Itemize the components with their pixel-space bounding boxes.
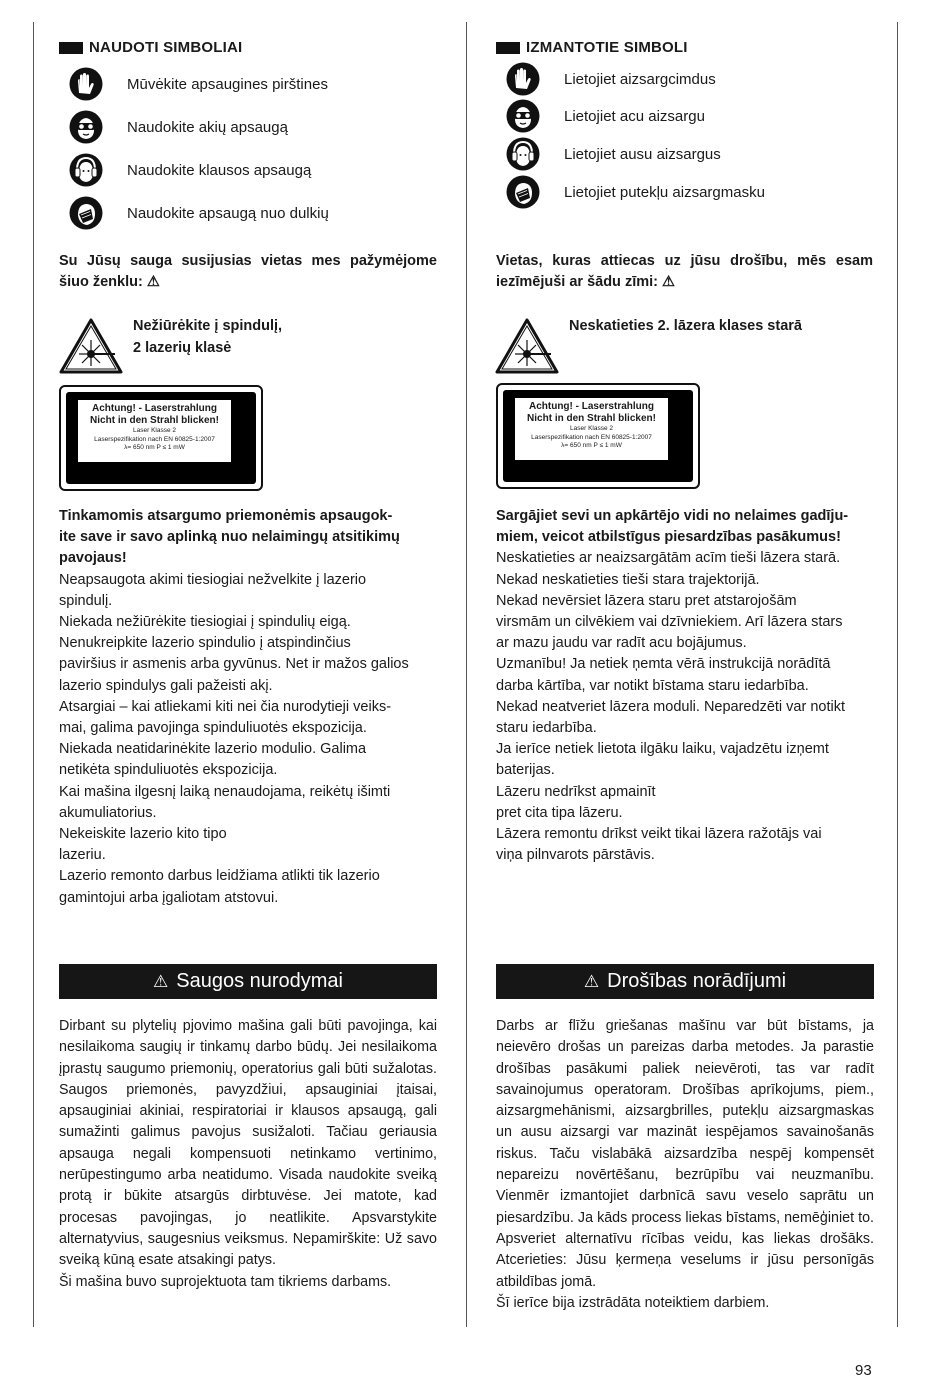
label-line5: λ= 650 nm P ≤ 1 mW [561,442,622,449]
label-line3: Laser Klasse 2 [133,427,176,434]
label-line4: Laserspezifikation nach EN 60825-1:2007 [531,433,652,441]
laser-hazard-icon [59,318,123,374]
lt-warning-line: gamintojui arba įgaliotam atstovui. [59,889,279,906]
lt-symbol-gloves [69,67,328,101]
lt-warning-line: lazerio spindulys gali pažeisti akį. [59,677,273,694]
label-line2: Nicht in den Strahl blicken! [527,413,656,424]
lt-warning-bold-line: pavojaus! [59,550,127,567]
lt-symbol-goggles [69,110,288,144]
lt-warning-line: Niekada nežiūrėkite tiesiogiai į spindulių eigą. [59,614,351,631]
lv-laser-label-sticker [496,383,700,489]
warning-triangle-icon: ⚠ [583,971,600,991]
lv-symbol-ear-text: Lietojiet ausu aizsargus [564,145,721,163]
gloves-icon [69,67,103,101]
lv-laser-warning [495,318,802,374]
lv-safety-last-line: Šī ierīce bija izstrādāta noteiktiem darbiem. [496,1294,770,1311]
lv-laser-line1: Neskatieties 2. lāzera klases starā [569,318,802,334]
lt-symbol-goggles-text: Naudokite akių apsaugą [127,118,288,136]
lv-symbols-heading [496,39,688,56]
lv-intro-line1: Vietas, kuras attiecas uz jūsu drošību, mēs esam [496,253,873,269]
center-divider-rule [466,22,467,1327]
lt-laser-label-sticker [59,385,263,491]
label-line4: Laserspezifikation nach EN 60825-1:2007 [94,435,215,443]
goggles-icon [506,99,540,133]
lv-warning-line: virsmām un cilvēkiem vai dzīvniekiem. Arī lāzera stars [496,614,843,631]
dust-mask-icon [506,175,540,209]
lv-warning-line: viņa pilnvarots pārstāvis. [496,847,655,864]
ear-protection-icon [69,153,103,187]
left-margin-rule [33,22,34,1327]
lv-symbol-dust [506,175,765,209]
lv-safety-paragraph [496,1016,874,1314]
lv-warning-line: Nekad neskatieties tieši stara trajektorijā. [496,571,760,588]
label-line5: λ= 650 nm P ≤ 1 mW [124,444,185,451]
lt-warning-line: spindulį. [59,592,113,609]
lt-warning-line: Atsargiai – kai atliekami kiti nei čia nurodytieji veiks- [59,698,392,715]
lv-warning-line: Lāzera remontu drīkst veikt tikai lāzera ražotājs vai [496,826,822,843]
lv-laser-instructions [496,506,874,866]
lv-safety-banner [496,964,874,999]
lt-heading-text: NAUDOTI SIMBOLIAI [89,39,243,56]
lt-laser-instructions [59,506,437,909]
lt-safety-paragraph [59,1016,437,1293]
lv-heading-text: IZMANTOTIE SIMBOLI [526,39,688,56]
label-line1: Achtung! - Laserstrahlung [91,403,217,414]
lt-warning-bold-line: Tinkamomis atsargumo priemonėmis apsaugok- [59,508,393,524]
lv-symbol-goggles [506,99,705,133]
lt-warning-line: akumuliatorius. [59,804,157,821]
dust-mask-icon [69,196,103,230]
label-line2: Nicht in den Strahl blicken! [90,415,219,426]
lt-warning-line: Niekada neatidarinėkite lazerio modulio. Galima [59,741,367,758]
lt-symbol-ear-text: Naudokite klausos apsaugą [127,161,312,179]
lv-warning-line: Uzmanību! Ja netiek ņemta vērā instrukcijā norādītā [496,656,831,673]
lt-symbol-gloves-text: Mūvėkite apsaugines pirštines [127,75,328,93]
lv-warning-line: Neskatieties ar neaizsargātām acīm tieši lāzera starā. [496,550,841,567]
lt-warning-line: Nenukreipkite lazerio spindulio į atspindinčius [59,635,351,652]
lv-warning-line: baterijas. [496,762,555,779]
lt-symbols-heading [59,39,242,56]
lt-warning-line: netikėta spinduliuotės ekspozicija. [59,762,278,779]
lt-warning-line: Kai mašina ilgesnį laiką nenaudojama, reikėtų išimti [59,783,391,800]
lv-warning-line: staru iedarbība. [496,720,597,737]
lt-symbol-ear [69,153,311,187]
lv-warning-line: Lāzeru nedrīkst apmainīt [496,783,656,800]
label-white-panel [515,398,668,460]
label-line3: Laser Klasse 2 [570,425,613,432]
label-white-panel [78,400,231,462]
heading-square-marker [59,42,83,54]
label-line1: Achtung! - Laserstrahlung [528,401,654,412]
right-margin-rule [897,22,898,1327]
lt-safety-banner [59,964,437,999]
lt-warning-line: paviršius ir asmenis arba gyvūnus. Net ir mažos galios [59,656,409,673]
lt-intro-line1: Su Jūsų sauga susijusias vietas mes pažymėjome [59,253,437,269]
lt-safety-last-line: Ši mašina buvo suprojektuota tam tikriems darbams. [59,1273,392,1290]
lv-warning-line: darba kārtība, var notikt bīstama staru iedarbība. [496,677,809,694]
lv-symbol-ear [506,137,721,171]
lt-warning-line: Neapsaugota akimi tiesiogiai nežvelkite į lazerio [59,571,367,588]
lt-warning-line: mai, galima pavojinga spinduliuotės ekspozicija. [59,720,367,737]
lt-symbol-dust [69,196,329,230]
lv-warning-line: pret cita tipa lāzeru. [496,804,623,821]
lv-warning-line: Ja ierīce netiek lietota ilgāku laiku, vajadzētu izņemt [496,741,829,758]
laser-hazard-icon [495,318,559,374]
lv-symbol-gloves-text: Lietojiet aizsargcimdus [564,70,716,88]
lv-warning-bold-line: miem, veicot atbilstīgus piesardzības pasākumus! [496,529,841,546]
lv-symbol-goggles-text: Lietojiet acu aizsargu [564,107,705,125]
lt-banner-title: Saugos nurodymai [176,970,344,992]
page-number: 93 [855,1362,872,1379]
lt-warning-line: lazeriu. [59,847,106,864]
lt-laser-text [133,315,282,374]
lv-banner-title: Drošības norādījumi [607,970,787,992]
lt-symbol-dust-text: Naudokite apsaugą nuo dulkių [127,204,329,222]
heading-square-marker [496,42,520,54]
lv-warning-line: Nekad neatveriet lāzera moduli. Neparedzēti var notikt [496,698,845,715]
goggles-icon [69,110,103,144]
lt-intro-line2: šiuo ženklu: ⚠ [59,274,160,290]
gloves-icon [506,62,540,96]
warning-triangle-icon: ⚠ [152,971,169,991]
lv-warning-line: Nekad nevērsiet lāzera staru pret atstarojošām [496,592,797,609]
lt-warning-line: Nekeiskite lazerio kito tipo [59,826,227,843]
lt-warning-line: Lazerio remonto darbus leidžiama atlikti tik lazerio [59,868,380,885]
lv-laser-text [569,315,802,374]
lt-laser-line2: 2 lazerių klasė [133,340,232,356]
lt-safety-text: Dirbant su plytelių pjovimo mašina gali būti pavojinga, kai nesilaikoma saugių ir tinkamų darbo būdų. Jei nesilaikoma įprastų saugumo priemonių, operatorius gali būti sužalotas. Saugos priemonės, pavyzdžiui, apsauginiai įtaisai, apsauginiai akiniai, respiratoriai ir klausos apsaugą, gali sumažinti galimus pavojus susižaloti. Tačiau geriausia apsauga negali kompensuoti netinkamo vertinimo, nerūpestingumo arba neatidumo. Visada naudokite sveiką protą ir būkite atsargūs dirbtuvėse. Jei matote, kad procesas pavojingas, jo neatlikite. Apsvarstykite alternatyvius, saugesnius veiksmus. Nepamirškite: Už savo sveiką kūną esate atsakingi patys. [59,1018,437,1269]
lv-symbol-gloves [506,62,716,96]
lt-warning-bold-line: ite save ir savo aplinką nuo nelaimingų atsitikimų [59,529,400,546]
lv-safety-text: Darbs ar flīžu griešanas mašīnu var būt bīstams, ja neievēro drošas un pareizas darba metodes. Ja parastie drošības pasākumi paliek neievēroti, tas var radīt savainojumus operatoram. Drošības aprīkojums, piem., aizsargmehānismi, aizsargbrilles, putekļu aizsargmaskas un ausu aizsargi var mazināt iespējamos savainošanās riskus. Taču vislabākā aizsardzība nespēj kompensēt nepareizu novērtēšanu, bezrūpību vai neuzmanību. Vienmēr izmantojiet darbnīcā savu veselo saprātu un piesardzību. Ja kāds process liekas bīstams, nemēģiniet to. Apsveriet alternatīvu rīcības veidu, kas liekas drošāks. Atcerieties: Jūsu ķermeņa veselums ir jūsu personīgās atbildības jomā. [496,1018,874,1290]
lv-warning-line: ar mazu jaudu var radīt acu bojājumus. [496,635,747,652]
lt-intro [59,251,437,293]
lv-intro [496,251,873,293]
lv-symbol-dust-text: Lietojiet putekļu aizsargmasku [564,183,765,201]
lv-intro-line2: iezīmējuši ar šādu zīmi: ⚠ [496,274,675,290]
lt-laser-line1: Nežiūrėkite į spindulį, [133,318,283,334]
lv-warning-bold-line: Sargājiet sevi un apkārtējo vidi no nelaimes gadīju- [496,508,849,524]
ear-protection-icon [506,137,540,171]
lt-laser-warning [59,318,282,374]
